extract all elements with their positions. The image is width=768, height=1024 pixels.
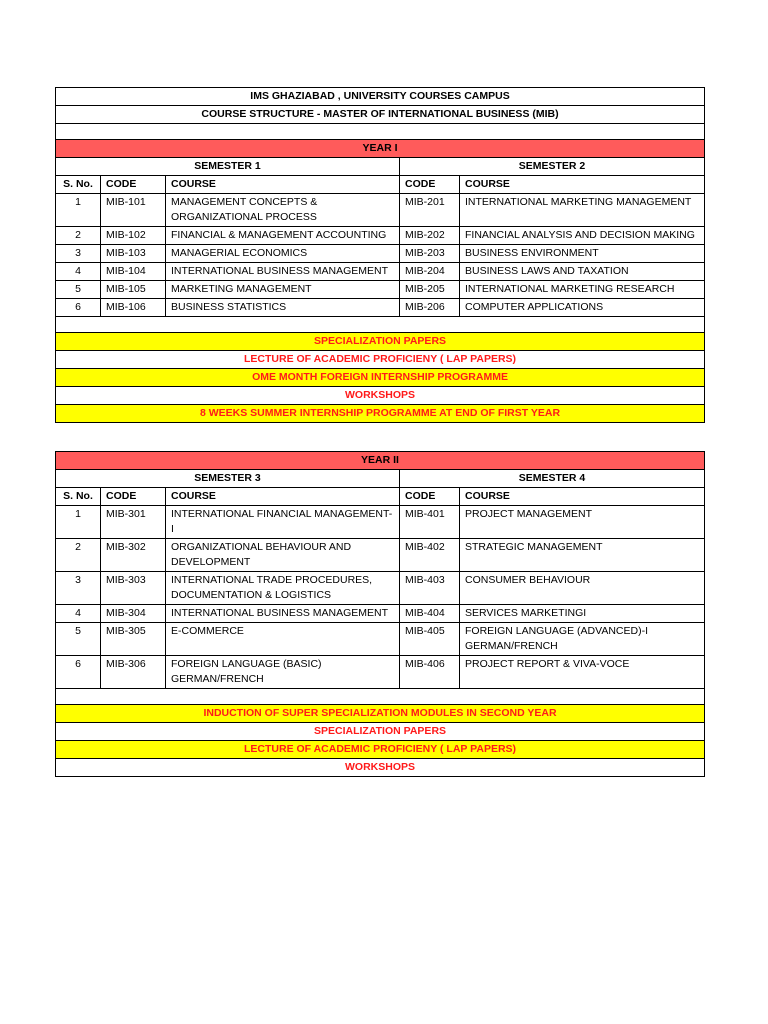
year2-rows [56, 506, 705, 689]
course-name-cell: MARKETING MANAGEMENT [166, 281, 400, 299]
serial-number-cell: 5 [56, 623, 101, 656]
semester3-heading: SEMESTER 3 [56, 470, 400, 488]
course-code-cell: MIB-304 [101, 605, 166, 623]
serial-number-cell: 3 [56, 572, 101, 605]
semester1-heading: SEMESTER 1 [56, 158, 400, 176]
table-row [56, 263, 705, 281]
course-name-cell: INTERNATIONAL MARKETING MANAGEMENT [460, 194, 705, 227]
serial-number-cell: 1 [56, 194, 101, 227]
course-name-cell: PROJECT REPORT & VIVA-VOCE [460, 656, 705, 689]
course-code-cell: MIB-305 [101, 623, 166, 656]
course-name-cell: CONSUMER BEHAVIOUR [460, 572, 705, 605]
course-code-cell: MIB-205 [400, 281, 460, 299]
course-code-cell: MIB-202 [400, 227, 460, 245]
course-name-cell: MANAGERIAL ECONOMICS [166, 245, 400, 263]
year2-label: YEAR II [56, 452, 705, 470]
program-banner-row [56, 759, 705, 777]
course-name-cell: FOREIGN LANGUAGE (ADVANCED)-I GERMAN/FRENCH [460, 623, 705, 656]
col-course: COURSE [166, 488, 400, 506]
spacer-row [56, 124, 705, 140]
course-code-cell: MIB-402 [400, 539, 460, 572]
course-name-cell: INTERNATIONAL MARKETING RESEARCH [460, 281, 705, 299]
course-code-cell: MIB-404 [400, 605, 460, 623]
table-row [56, 572, 705, 605]
course-code-cell: MIB-401 [400, 506, 460, 539]
course-code-cell: MIB-403 [400, 572, 460, 605]
program-banner-row [56, 723, 705, 741]
course-code-cell: MIB-301 [101, 506, 166, 539]
course-name-cell: INTERNATIONAL BUSINESS MANAGEMENT [166, 605, 400, 623]
serial-number-cell: 6 [56, 299, 101, 317]
table-row [56, 245, 705, 263]
program-banner-row [56, 705, 705, 723]
col-course2: COURSE [460, 176, 705, 194]
year1-course-table [55, 87, 705, 423]
table-row [56, 506, 705, 539]
table-row [56, 194, 705, 227]
program-banner-text: SPECIALIZATION PAPERS [56, 723, 705, 741]
col-sno: S. No. [56, 488, 101, 506]
program-banner-row [56, 369, 705, 387]
program-banner-text: WORKSHOPS [56, 387, 705, 405]
course-name-cell: FINANCIAL ANALYSIS AND DECISION MAKING [460, 227, 705, 245]
program-banner-row [56, 741, 705, 759]
year1-rows [56, 194, 705, 317]
year2-extras [56, 705, 705, 777]
table-row [56, 281, 705, 299]
semester2-heading: SEMESTER 2 [400, 158, 705, 176]
institute-title: IMS GHAZIABAD , UNIVERSITY COURSES CAMPUS [56, 88, 705, 106]
table-row [56, 656, 705, 689]
program-banner-text: SPECIALIZATION PAPERS [56, 333, 705, 351]
course-code-cell: MIB-101 [101, 194, 166, 227]
course-name-cell: BUSINESS STATISTICS [166, 299, 400, 317]
program-banner-row [56, 387, 705, 405]
program-banner-row [56, 333, 705, 351]
program-banner-text: LECTURE OF ACADEMIC PROFICIENY ( LAP PAPERS) [56, 351, 705, 369]
program-banner-text: LECTURE OF ACADEMIC PROFICIENY ( LAP PAPERS) [56, 741, 705, 759]
course-code-cell: MIB-405 [400, 623, 460, 656]
course-name-cell: COMPUTER APPLICATIONS [460, 299, 705, 317]
course-code-cell: MIB-303 [101, 572, 166, 605]
serial-number-cell: 6 [56, 656, 101, 689]
serial-number-cell: 4 [56, 263, 101, 281]
table-row [56, 623, 705, 656]
serial-number-cell: 2 [56, 539, 101, 572]
serial-number-cell: 4 [56, 605, 101, 623]
year1-label: YEAR I [56, 140, 705, 158]
course-name-cell: STRATEGIC MANAGEMENT [460, 539, 705, 572]
col-course2: COURSE [460, 488, 705, 506]
col-code: CODE [101, 488, 166, 506]
course-name-cell: PROJECT MANAGEMENT [460, 506, 705, 539]
course-code-cell: MIB-306 [101, 656, 166, 689]
course-name-cell: INTERNATIONAL TRADE PROCEDURES, DOCUMENTATION & LOGISTICS [166, 572, 400, 605]
year2-course-table [55, 451, 705, 777]
course-name-cell: ORGANIZATIONAL BEHAVIOUR AND DEVELOPMENT [166, 539, 400, 572]
serial-number-cell: 2 [56, 227, 101, 245]
course-code-cell: MIB-105 [101, 281, 166, 299]
course-code-cell: MIB-103 [101, 245, 166, 263]
course-name-cell: SERVICES MARKETINGI [460, 605, 705, 623]
col-course: COURSE [166, 176, 400, 194]
course-code-cell: MIB-406 [400, 656, 460, 689]
program-banner-text: WORKSHOPS [56, 759, 705, 777]
course-code-cell: MIB-201 [400, 194, 460, 227]
col-sno: S. No. [56, 176, 101, 194]
course-name-cell: FINANCIAL & MANAGEMENT ACCOUNTING [166, 227, 400, 245]
table-row [56, 227, 705, 245]
program-banner-text: INDUCTION OF SUPER SPECIALIZATION MODULES IN SECOND YEAR [56, 705, 705, 723]
course-code-cell: MIB-302 [101, 539, 166, 572]
course-structure-subtitle: COURSE STRUCTURE - MASTER OF INTERNATIONAL BUSINESS (MIB) [56, 106, 705, 124]
spacer-row [56, 317, 705, 333]
course-code-cell: MIB-203 [400, 245, 460, 263]
col-code: CODE [101, 176, 166, 194]
course-code-cell: MIB-102 [101, 227, 166, 245]
course-code-cell: MIB-204 [400, 263, 460, 281]
course-name-cell: INTERNATIONAL BUSINESS MANAGEMENT [166, 263, 400, 281]
course-name-cell: MANAGEMENT CONCEPTS & ORGANIZATIONAL PROCESS [166, 194, 400, 227]
course-name-cell: BUSINESS ENVIRONMENT [460, 245, 705, 263]
program-banner-text: 8 WEEKS SUMMER INTERNSHIP PROGRAMME AT END OF FIRST YEAR [56, 405, 705, 423]
program-banner-text: OME MONTH FOREIGN INTERNSHIP PROGRAMME [56, 369, 705, 387]
course-code-cell: MIB-104 [101, 263, 166, 281]
course-name-cell: BUSINESS LAWS AND TAXATION [460, 263, 705, 281]
program-banner-row [56, 351, 705, 369]
col-code2: CODE [400, 176, 460, 194]
serial-number-cell: 1 [56, 506, 101, 539]
course-code-cell: MIB-106 [101, 299, 166, 317]
spacer-row [56, 689, 705, 705]
program-banner-row [56, 405, 705, 423]
table-row [56, 539, 705, 572]
course-name-cell: FOREIGN LANGUAGE (BASIC) GERMAN/FRENCH [166, 656, 400, 689]
table-row [56, 605, 705, 623]
course-name-cell: E-COMMERCE [166, 623, 400, 656]
serial-number-cell: 5 [56, 281, 101, 299]
course-code-cell: MIB-206 [400, 299, 460, 317]
semester4-heading: SEMESTER 4 [400, 470, 705, 488]
col-code2: CODE [400, 488, 460, 506]
course-name-cell: INTERNATIONAL FINANCIAL MANAGEMENT-I [166, 506, 400, 539]
table-row [56, 299, 705, 317]
year1-extras [56, 333, 705, 423]
serial-number-cell: 3 [56, 245, 101, 263]
